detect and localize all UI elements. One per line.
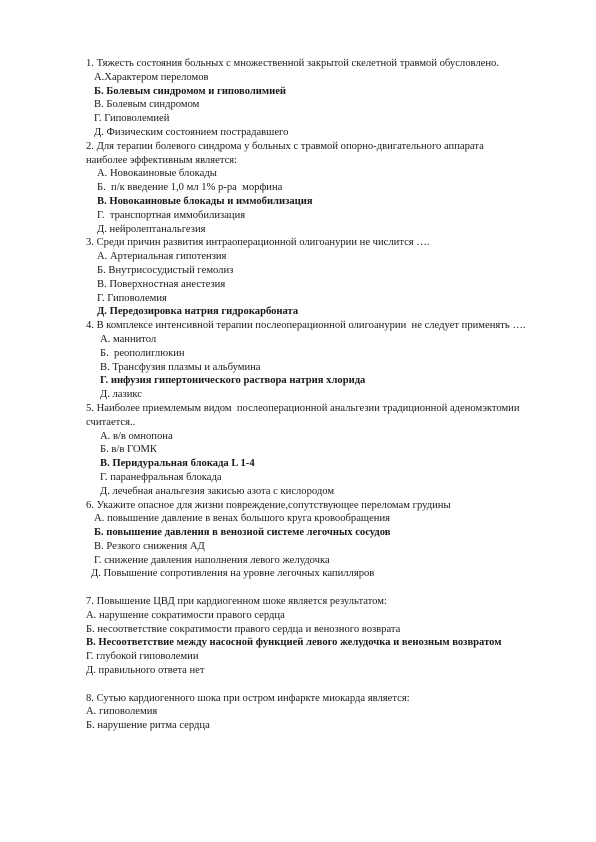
option-e: Д. нейролептанальгезия <box>97 223 206 235</box>
question-text: 7. Повышение ЦВД при кардиогенном шоке является результатом: <box>86 596 387 608</box>
option-c-correct: В. Перидуральная блокада L 1-4 <box>100 458 255 470</box>
option-d: Г. паранефральная блокада <box>100 471 222 483</box>
option-d: Г. Гиповолемией <box>94 113 170 125</box>
option-d: Г. снижение давления наполнения левого желудочка <box>94 554 330 566</box>
option-a: А. нарушение сократимости правого сердца <box>86 609 285 621</box>
option-c: В. Трансфузия плазмы и альбумина <box>100 361 261 373</box>
option-c: В. Поверхностная анестезия <box>97 278 226 290</box>
option-b: Б. нарушение ритма сердца <box>86 720 210 732</box>
option-e: Д. лечебная анальгезия закисью азота с кислородом <box>100 485 335 497</box>
option-e: Д. Физическим состоянием пострадавшего <box>94 126 289 138</box>
option-a: А. гиповолемия <box>86 706 158 718</box>
option-b: Б. несоответствие сократимости правого сердца и венозного возврата <box>86 623 401 635</box>
test-questions <box>86 57 526 733</box>
question-text: 8. Сутью кардиогенного шока при остром инфаркте миокарда является: <box>86 692 410 704</box>
option-e: Д. Повышение сопротивления на уровне легочных капилляров <box>91 568 375 580</box>
option-b: Б. в/в ГОМК <box>100 444 157 456</box>
option-b: Б. Внутрисосудистый гемолиз <box>97 264 234 276</box>
question-text: 2. Для терапии болевого синдрома у больных с травмой опорно-двигательного аппарата наиболее эффективным является: <box>86 140 487 166</box>
question-5 <box>86 402 526 499</box>
option-a: А. в/в омнопона <box>100 430 173 442</box>
option-a: А. повышение давление в венах большого круга кровообращения <box>94 513 390 525</box>
question-text: 5. Наиболее приемлемым видом послеоперационной анальгезии традиционной аденомэктомии считается.. <box>86 402 523 428</box>
option-b-correct: Б. повышение давления в венозной системе легочных сосудов <box>94 527 391 539</box>
question-6 <box>86 499 526 582</box>
spacer <box>86 581 526 595</box>
option-b-correct: Б. Болевым синдромом и гиповолимией <box>94 85 287 97</box>
question-3 <box>86 236 526 319</box>
option-c-correct: В. Новокаиновые блокады и иммобилизация <box>97 195 313 207</box>
option-d-correct: Г. инфузия гипертонического раствора натрия хлорида <box>100 375 366 387</box>
question-text: 4. В комплексе интенсивной терапии послеоперационной олигоанурии не следует применять …. <box>86 320 526 332</box>
question-7 <box>86 595 526 678</box>
question-1 <box>86 57 526 140</box>
option-a: А. Новокаиновые блокады <box>97 168 217 180</box>
option-d: Г. транспортная иммобилизация <box>97 209 246 221</box>
option-a: А. Артериальная гипотензия <box>97 251 227 263</box>
option-e: Д. правильного ответа нет <box>86 665 205 677</box>
question-4 <box>86 319 526 402</box>
option-a: А.Характером переломов <box>94 71 209 83</box>
option-a: А. маннитол <box>100 333 157 345</box>
option-c: В. Болевым синдромом <box>94 99 200 111</box>
question-8 <box>86 692 526 733</box>
option-b: Б. п/к введение 1,0 мл 1% р-ра морфина <box>97 182 283 194</box>
spacer <box>86 678 526 692</box>
question-text: 6. Укажите опасное для жизни повреждение,сопутствующее переломам грудины <box>86 499 451 511</box>
option-e-correct: Д. Передозировка натрия гидрокарбоната <box>97 306 299 318</box>
question-text: 3. Среди причин развития интраоперационной олигоанурии не числится …. <box>86 237 430 249</box>
question-2 <box>86 140 526 237</box>
option-d: Г. Гиповолемия <box>97 292 167 304</box>
option-e: Д. лазикс <box>100 389 142 401</box>
option-c-correct: В. Несоответствие между насосной функцией левого желудочка и венозным возвратом <box>86 637 502 649</box>
question-text: 1. Тяжесть состояния больных с множественной закрытой скелетной травмой обусловлено. <box>86 58 499 69</box>
option-c: В. Резкого снижения АД <box>94 540 205 552</box>
option-d: Г. глубокой гиповолемии <box>86 651 199 663</box>
option-b: Б. реополиглюкин <box>100 347 185 359</box>
